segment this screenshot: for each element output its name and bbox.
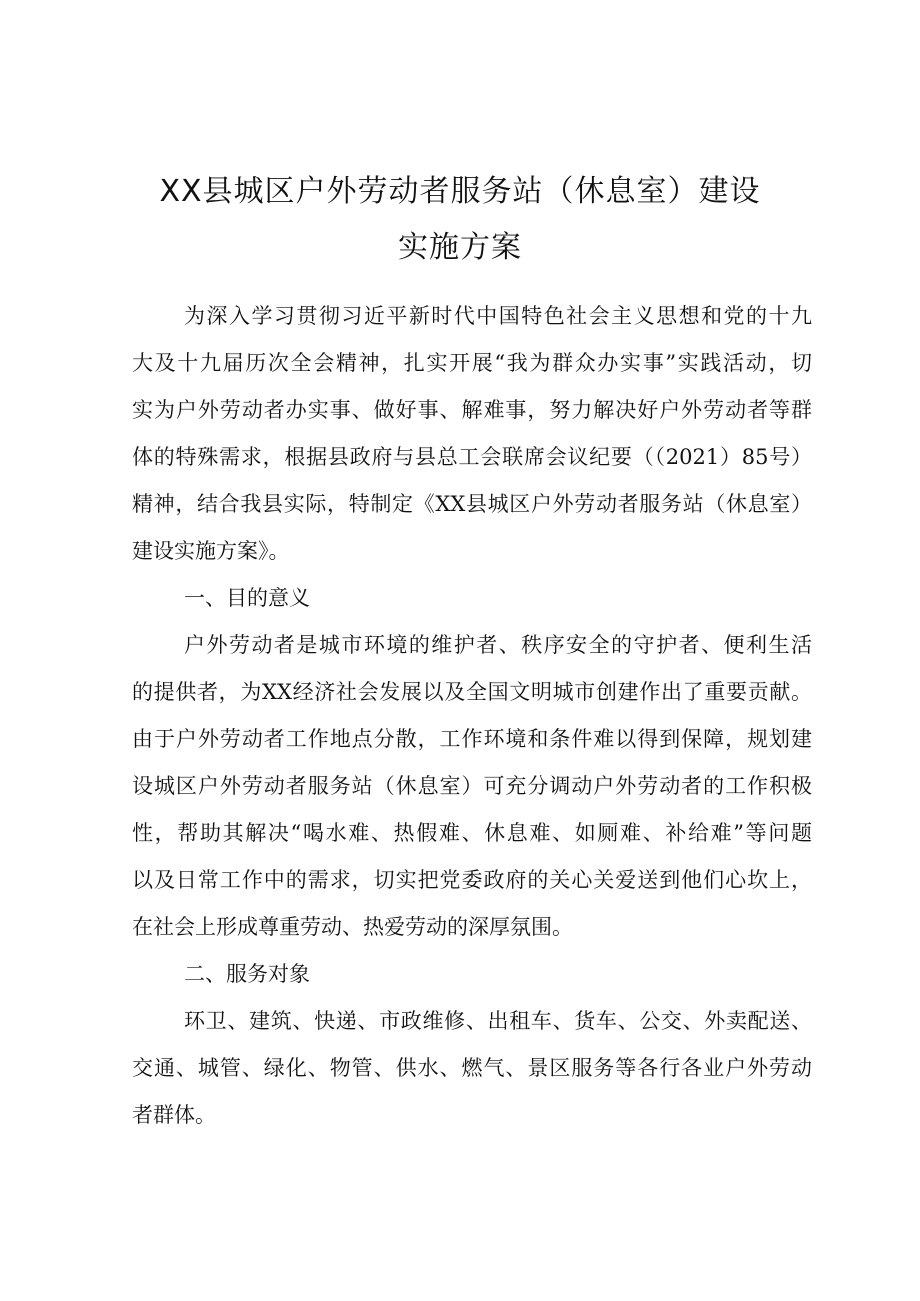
intro-line: 实为户外劳动者办实事、做好事、解难事，努力解决好户外劳动者等群	[132, 398, 812, 422]
purpose-line: 在社会上形成尊重劳动、热爱劳动的深厚氛围。	[132, 915, 573, 939]
section-heading-service-targets: 二、服务对象	[184, 962, 310, 986]
purpose-line: 以及日常工作中的需求，切实把党委政府的关心关爱送到他们心坎上，	[132, 868, 812, 892]
purpose-line: 的提供者，为XX经济社会发展以及全国文明城市创建作出了重要贡献。	[132, 680, 812, 704]
intro-line: 大及十九届历次全会精神，扎实开展“我为群众办实事”实践活动，切	[132, 351, 812, 375]
section-heading-purpose: 一、目的意义	[184, 586, 310, 610]
intro-line: 建设实施方案》。	[132, 539, 290, 563]
intro-line: 精神，结合我县实际，特制定《XX县城区户外劳动者服务站（休息室）	[132, 492, 812, 516]
service-target-line: 者群体。	[132, 1103, 216, 1127]
document-title-line-1: XX县城区户外劳动者服务站（休息室）建设	[159, 174, 761, 209]
purpose-line: 由于户外劳动者工作地点分散，工作环境和条件难以得到保障，规划建	[132, 727, 812, 751]
purpose-line: 设城区户外劳动者服务站（休息室）可充分调动户外劳动者的工作积极	[132, 774, 812, 798]
document-title-line-2: 实施方案	[398, 230, 522, 265]
intro-line: 体的特殊需求，根据县政府与县总工会联席会议纪要（（2021）85号）	[132, 445, 812, 469]
service-target-line: 交通、城管、绿化、物管、供水、燃气、景区服务等各行各业户外劳动	[132, 1056, 812, 1080]
intro-line: 为深入学习贯彻习近平新时代中国特色社会主义思想和党的十九	[184, 304, 812, 328]
purpose-line: 户外劳动者是城市环境的维护者、秩序安全的守护者、便利生活	[184, 633, 812, 657]
purpose-line: 性，帮助其解决“喝水难、热假难、休息难、如厕难、补给难”等问题	[132, 821, 812, 845]
service-target-line: 环卫、建筑、快递、市政维修、出租车、货车、公交、外卖配送、	[184, 1009, 812, 1033]
